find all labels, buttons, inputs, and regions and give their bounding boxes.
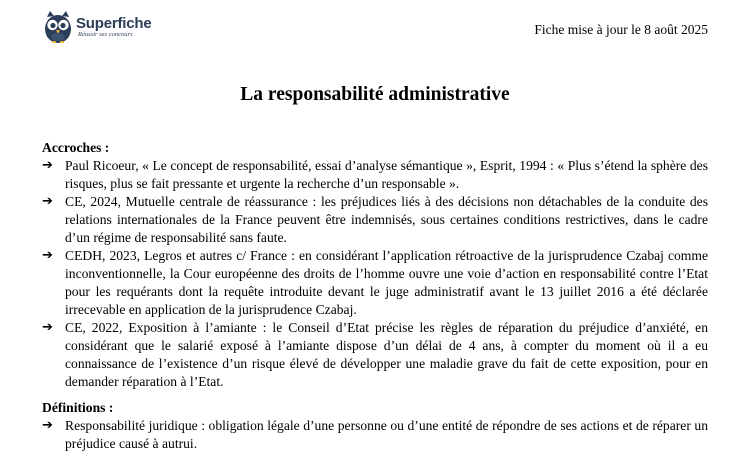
right-arrow-icon: ➔ bbox=[42, 320, 53, 335]
section-heading-accroches: Accroches : bbox=[42, 140, 110, 155]
right-arrow-icon: ➔ bbox=[42, 248, 53, 263]
right-arrow-icon: ➔ bbox=[42, 158, 53, 173]
list-item-text: CE, 2022, Exposition à l’amiante : le Conseil d’Etat précise les règles de réparation du préjudice d’anxiété, en considérant que le salarié exposé à l’amiante dispose d’un délai de 4 ans, à compter du moment où il a eu connaissance de l’existence d’un risque élevé de développer une maladie grave du fait de cette exposition, pour en demander réparation à l’Etat. bbox=[65, 320, 708, 389]
list-item-text: Responsabilité juridique : obligation légale d’une personne ou d’une entité de répondre de ses actions et de réparer un préjudice causé à autrui. bbox=[65, 418, 708, 451]
section-heading-definitions: Définitions : bbox=[42, 400, 114, 415]
list-item-text: CEDH, 2023, Legros et autres c/ France : en considérant l’application rétroactive de la jurisprudence Czabaj comme inconventionnelle, la Cour européenne des droits de l’homme ouvre une voie d’action en responsabilité contre l’Etat pour les requérants dont la requête introduite devant le juge administratif avant le 13 juillet 2016 a été déclarée irrecevable en application de la jurisprudence Czabaj. bbox=[65, 248, 708, 317]
list-item bbox=[42, 319, 708, 391]
brand-logo bbox=[43, 10, 152, 44]
right-arrow-icon: ➔ bbox=[42, 418, 53, 433]
page-title: La responsabilité administrative bbox=[240, 84, 510, 105]
section-spacer bbox=[42, 391, 708, 399]
list-item bbox=[42, 193, 708, 247]
list-item-text: Paul Ricoeur, « Le concept de responsabilité, essai d’analyse sémantique », Esprit, 1994 : « Plus s’étend la sphère des risques, plus se fait pressante et urgente la recherche d’un responsable ». bbox=[65, 158, 708, 191]
accroches-list bbox=[42, 157, 708, 391]
brand-name: Superfiche bbox=[76, 14, 152, 32]
list-item bbox=[42, 247, 708, 319]
list-item-text: CE, 2024, Mutuelle centrale de réassurance : les préjudices liés à des décisions non détachables de la conduite des relations internationales de la France peuvent être indemnisés, sous certaines conditions restrictives, dans le cadre d’un régime de responsabilité sans faute. bbox=[65, 194, 708, 245]
brand-tagline: Réussir ses concours bbox=[78, 30, 133, 38]
list-item bbox=[42, 417, 708, 453]
owl-logo-icon bbox=[43, 10, 73, 44]
definitions-list bbox=[42, 417, 708, 453]
right-arrow-icon: ➔ bbox=[42, 194, 53, 209]
document-body bbox=[42, 139, 708, 453]
update-date: Fiche mise à jour le 8 août 2025 bbox=[534, 22, 708, 37]
brand-wordmark bbox=[76, 16, 152, 39]
list-item bbox=[42, 157, 708, 193]
